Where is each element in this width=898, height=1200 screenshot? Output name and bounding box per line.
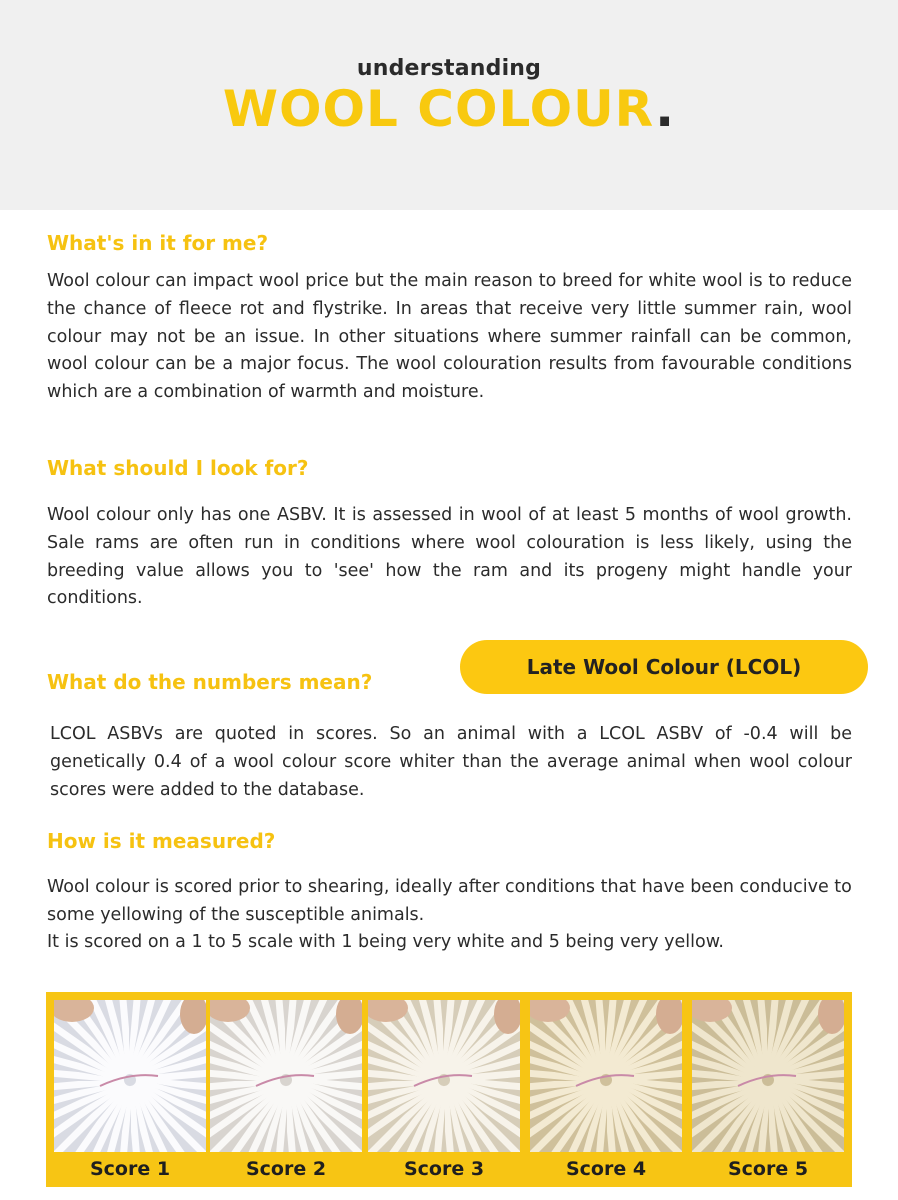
- lcol-badge: Late Wool Colour (LCOL): [460, 640, 868, 694]
- paragraph-measured-2: It is scored on a 1 to 5 scale with 1 being very white and 5 being very yellow.: [47, 932, 724, 952]
- score-5-photo: [692, 1000, 844, 1152]
- fleece-image: [368, 1000, 520, 1152]
- title-dot: .: [655, 80, 676, 138]
- paragraph-numbers: LCOL ASBVs are quoted in scores. So an animal with a LCOL ASBV of -0.4 will be genetically 0.4 of a wool colour score whiter than the average animal when wool colour scores were added to the database.: [50, 724, 852, 800]
- page-kicker: understanding: [356, 56, 542, 81]
- score-2-label: Score 2: [245, 1158, 327, 1180]
- paragraph-look-for: Wool colour only has one ASBV. It is assessed in wool of at least 5 months of wool growth. Sale rams are often run in conditions where wool colouration is less likely, using the breeding value allows you to 'see' how the ram and its progeny might handle your conditions.: [47, 505, 852, 609]
- heading-numbers: What do the numbers mean?: [47, 670, 373, 694]
- score-3-label: Score 3: [403, 1158, 485, 1180]
- heading-measured: How is it measured?: [47, 829, 276, 853]
- score-4-photo: [530, 1000, 682, 1152]
- score-1-photo: [54, 1000, 206, 1152]
- paragraph-whats-in-it: Wool colour can impact wool price but the main reason to breed for white wool is to reduce the chance of fleece rot and flystrike. In areas that receive very little summer rain, wool colour may not be an issue. In other situations where summer rainfall can be common, wool colour can be a major focus. The wool colouration results from favourable conditions which are a combination of warmth and moisture.: [47, 271, 852, 403]
- fleece-image: [54, 1000, 206, 1152]
- score-5-label: Score 5: [727, 1158, 809, 1180]
- score-2-photo: [210, 1000, 362, 1152]
- paragraph-measured-1: Wool colour is scored prior to shearing, ideally after conditions that have been conducive to some yellowing of the susceptible animals.: [47, 877, 852, 925]
- page-title: [0, 80, 898, 138]
- score-4-label: Score 4: [565, 1158, 647, 1180]
- score-1-label: Score 1: [89, 1158, 171, 1180]
- fleece-image: [210, 1000, 362, 1152]
- header-banner: [0, 0, 898, 210]
- score-3-photo: [368, 1000, 520, 1152]
- heading-look-for: What should I look for?: [47, 456, 309, 480]
- heading-whats-in-it: What's in it for me?: [47, 231, 269, 255]
- fleece-image: [692, 1000, 844, 1152]
- score-photo-strip: [46, 992, 852, 1187]
- page-title-text: WOOL COLOUR: [222, 80, 656, 138]
- fleece-image: [530, 1000, 682, 1152]
